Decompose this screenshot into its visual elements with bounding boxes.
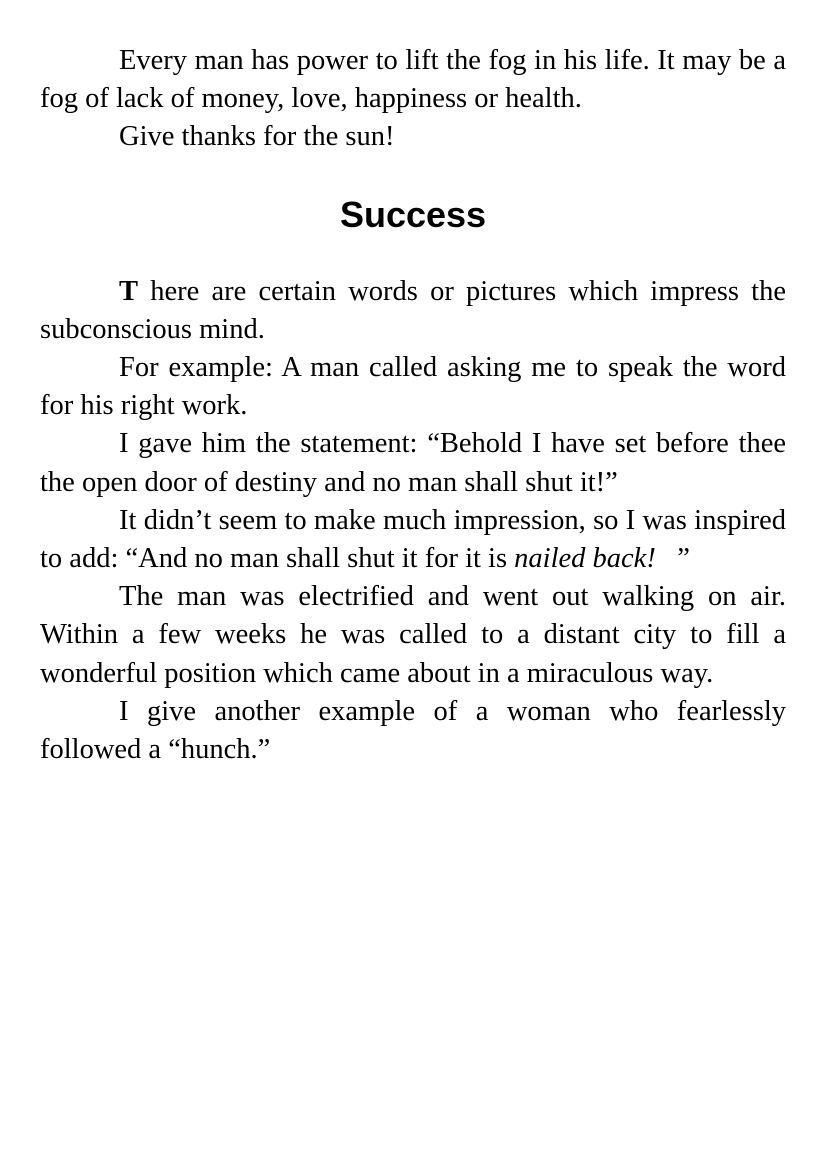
paragraph-example: For example: A man called asking me to speak the word for his right work. [40,352,786,422]
paragraph-impression-text: It didn’t seem to make much impression, so I was inspired to add: “And no man shall shut it for it is [40,504,786,575]
intro-paragraph-sun: Give thanks for the sun! [119,121,395,153]
closing-quote: ” [655,543,690,575]
paragraph-statement: I gave him the statement: “Behold I have set before thee the open door of destiny and no man shall shut it!” [40,428,786,498]
drop-cap: T [119,275,139,307]
paragraph-subconscious [40,273,786,349]
intro-paragraph-fog: Every man has power to lift the fog in his life. It may be a fog of lack of money, love, happiness or health. [40,45,786,115]
paragraph-subconscious-text: here are certain words or pictures which impress the subconscious mind. [40,275,786,345]
paragraph-electrified: The man was electrified and went out walking on air. Within a few weeks he was called to a distant city to fill a wonderful position which came about in a miraculous way. [40,581,786,689]
section-title: Success [339,193,487,235]
page-content [40,42,786,769]
italic-phrase: nailed back! [514,543,656,575]
paragraph-impression [40,502,786,578]
paragraph-hunch: I give another example of a woman who fearlessly followed a “hunch.” [40,695,786,766]
